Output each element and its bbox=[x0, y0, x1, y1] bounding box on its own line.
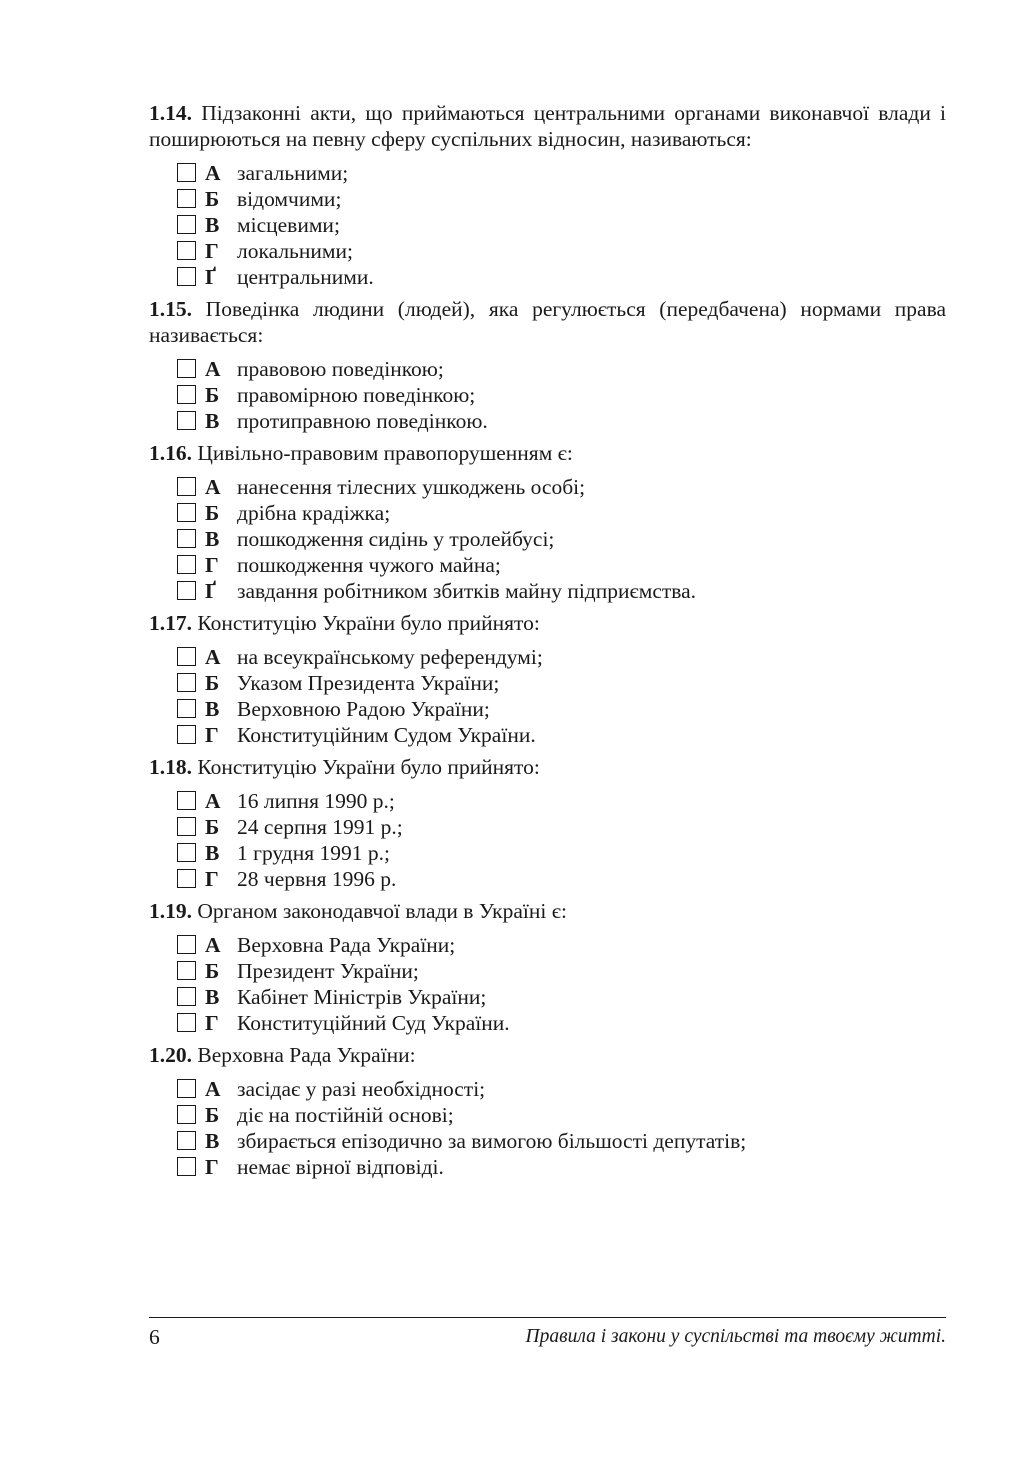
option-text: Кабінет Міністрів України; bbox=[237, 985, 487, 1009]
option-text: Президент України; bbox=[237, 959, 419, 983]
option-text: Конституційний Суд України. bbox=[237, 1011, 510, 1035]
answer-checkbox[interactable] bbox=[177, 163, 196, 182]
answer-option[interactable] bbox=[149, 932, 946, 958]
answer-checkbox[interactable] bbox=[177, 1013, 196, 1032]
option-text: протиправною поведінкою. bbox=[237, 409, 488, 433]
answer-checkbox[interactable] bbox=[177, 843, 196, 862]
option-text: 24 серпня 1991 р.; bbox=[237, 815, 403, 839]
option-letter: Б bbox=[205, 501, 220, 525]
question-stem bbox=[149, 440, 946, 466]
answer-option[interactable] bbox=[149, 644, 946, 670]
answer-checkbox[interactable] bbox=[177, 987, 196, 1006]
option-letter: Г bbox=[205, 239, 219, 263]
answer-checkbox[interactable] bbox=[177, 699, 196, 718]
question-1-18 bbox=[149, 754, 946, 892]
question-stem bbox=[149, 100, 946, 152]
answer-checkbox[interactable] bbox=[177, 529, 196, 548]
option-letter: В bbox=[205, 213, 220, 237]
answer-checkbox[interactable] bbox=[177, 477, 196, 496]
answer-option[interactable] bbox=[149, 670, 946, 696]
question-number: 1.17. bbox=[149, 611, 192, 635]
question-stem bbox=[149, 610, 946, 636]
option-text: загальними; bbox=[237, 161, 349, 185]
option-text: дрібна крадіжка; bbox=[237, 501, 391, 525]
answer-option[interactable] bbox=[149, 958, 946, 984]
option-text: правовою поведінкою; bbox=[237, 357, 444, 381]
option-letter: А bbox=[205, 475, 221, 499]
question-1-15 bbox=[149, 296, 946, 434]
option-text: 16 липня 1990 р.; bbox=[237, 789, 395, 813]
option-text: засідає у разі необхідності; bbox=[237, 1077, 486, 1101]
answer-checkbox[interactable] bbox=[177, 385, 196, 404]
question-number: 1.16. bbox=[149, 441, 192, 465]
answer-checkbox[interactable] bbox=[177, 817, 196, 836]
answer-option[interactable] bbox=[149, 160, 946, 186]
answer-option[interactable] bbox=[149, 1010, 946, 1036]
option-letter: А bbox=[205, 645, 221, 669]
option-text: діє на постійній основі; bbox=[237, 1103, 454, 1127]
option-letter: Ґ bbox=[205, 265, 217, 289]
option-letter: А bbox=[205, 789, 221, 813]
option-letter: В bbox=[205, 841, 220, 865]
option-letter: В bbox=[205, 985, 220, 1009]
option-letter: А bbox=[205, 1077, 221, 1101]
answer-checkbox[interactable] bbox=[177, 725, 196, 744]
answer-option[interactable] bbox=[149, 408, 946, 434]
answer-option[interactable] bbox=[149, 474, 946, 500]
question-number: 1.15. bbox=[149, 297, 192, 321]
answer-checkbox[interactable] bbox=[177, 411, 196, 430]
option-text: Конституційним Судом України. bbox=[237, 723, 536, 747]
answer-option[interactable] bbox=[149, 1128, 946, 1154]
option-letter: Б bbox=[205, 815, 220, 839]
option-text: Указом Президента України; bbox=[237, 671, 500, 695]
answer-options bbox=[149, 788, 946, 892]
answer-checkbox[interactable] bbox=[177, 935, 196, 954]
answer-option[interactable] bbox=[149, 1076, 946, 1102]
option-letter: Б bbox=[205, 959, 220, 983]
option-text: немає вірної відповіді. bbox=[237, 1155, 444, 1179]
question-stem bbox=[149, 1042, 946, 1068]
answer-option[interactable] bbox=[149, 264, 946, 290]
footer-divider bbox=[149, 1317, 946, 1318]
answer-options bbox=[149, 474, 946, 604]
question-number: 1.14. bbox=[149, 101, 192, 125]
option-text: центральними. bbox=[237, 265, 374, 289]
question-text: Підзаконні акти, що приймаються центральними органами виконавчої влади і поширюються на певну сферу суспільних відносин, називаються: bbox=[149, 101, 947, 151]
question-list bbox=[149, 100, 946, 1186]
question-text: Цивільно-правовим правопорушенням є: bbox=[197, 441, 573, 465]
answer-checkbox[interactable] bbox=[177, 1157, 196, 1176]
answer-option[interactable] bbox=[149, 186, 946, 212]
answer-option[interactable] bbox=[149, 984, 946, 1010]
question-number: 1.20. bbox=[149, 1043, 192, 1067]
option-text: правомірною поведінкою; bbox=[237, 383, 476, 407]
answer-options bbox=[149, 1076, 946, 1180]
question-number: 1.18. bbox=[149, 755, 192, 779]
answer-option[interactable] bbox=[149, 238, 946, 264]
option-letter: В bbox=[205, 409, 220, 433]
option-letter: Г bbox=[205, 867, 219, 891]
answer-checkbox[interactable] bbox=[177, 241, 196, 260]
answer-option[interactable] bbox=[149, 722, 946, 748]
answer-options bbox=[149, 932, 946, 1036]
answer-checkbox[interactable] bbox=[177, 359, 196, 378]
question-number: 1.19. bbox=[149, 899, 192, 923]
option-text: 28 червня 1996 р. bbox=[237, 867, 397, 891]
answer-checkbox[interactable] bbox=[177, 1131, 196, 1150]
question-stem bbox=[149, 754, 946, 780]
option-letter: Г bbox=[205, 723, 219, 747]
question-1-14 bbox=[149, 100, 946, 290]
answer-checkbox[interactable] bbox=[177, 581, 196, 600]
option-letter: Б bbox=[205, 1103, 220, 1127]
question-1-20 bbox=[149, 1042, 946, 1180]
option-text: на всеукраїнському референдумі; bbox=[237, 645, 543, 669]
answer-option[interactable] bbox=[149, 578, 946, 604]
answer-checkbox[interactable] bbox=[177, 215, 196, 234]
question-text: Верховна Рада України: bbox=[197, 1043, 416, 1067]
option-letter: Г bbox=[205, 553, 219, 577]
answer-option[interactable] bbox=[149, 814, 946, 840]
option-letter: Б bbox=[205, 383, 220, 407]
answer-checkbox[interactable] bbox=[177, 869, 196, 888]
option-text: пошкодження чужого майна; bbox=[237, 553, 501, 577]
option-letter: Б bbox=[205, 187, 220, 211]
answer-option[interactable] bbox=[149, 212, 946, 238]
question-stem bbox=[149, 898, 946, 924]
answer-checkbox[interactable] bbox=[177, 673, 196, 692]
answer-options bbox=[149, 356, 946, 434]
answer-option[interactable] bbox=[149, 696, 946, 722]
answer-option[interactable] bbox=[149, 500, 946, 526]
option-text: пошкодження сидінь у тролейбусі; bbox=[237, 527, 555, 551]
option-letter: В bbox=[205, 527, 220, 551]
answer-checkbox[interactable] bbox=[177, 1079, 196, 1098]
option-letter: А bbox=[205, 161, 221, 185]
answer-checkbox[interactable] bbox=[177, 503, 196, 522]
answer-option[interactable] bbox=[149, 840, 946, 866]
question-text: Поведінка людини (людей), яка регулюється (передбачена) нормами права називається: bbox=[149, 297, 946, 347]
page-number: 6 bbox=[149, 1325, 160, 1349]
option-letter: Г bbox=[205, 1155, 219, 1179]
option-text: відомчими; bbox=[237, 187, 342, 211]
question-text: Органом законодавчої влади в Україні є: bbox=[197, 899, 567, 923]
question-1-19 bbox=[149, 898, 946, 1036]
option-letter: А bbox=[205, 933, 221, 957]
answer-option[interactable] bbox=[149, 356, 946, 382]
option-text: локальними; bbox=[237, 239, 353, 263]
question-text: Конституцію України було прийнято: bbox=[197, 755, 540, 779]
answer-option[interactable] bbox=[149, 526, 946, 552]
answer-checkbox[interactable] bbox=[177, 791, 196, 810]
option-letter: Б bbox=[205, 671, 220, 695]
option-text: збирається епізодично за вимогою більшості депутатів; bbox=[237, 1129, 747, 1153]
answer-options bbox=[149, 160, 946, 290]
question-1-16 bbox=[149, 440, 946, 604]
running-title: Правила і закони у суспільстві та твоєму житті. bbox=[525, 1326, 946, 1347]
answer-option[interactable] bbox=[149, 1102, 946, 1128]
question-stem bbox=[149, 296, 946, 348]
answer-checkbox[interactable] bbox=[177, 267, 196, 286]
answer-checkbox[interactable] bbox=[177, 189, 196, 208]
option-text: нанесення тілесних ушкоджень особі; bbox=[237, 475, 586, 499]
answer-option[interactable] bbox=[149, 552, 946, 578]
answer-checkbox[interactable] bbox=[177, 1105, 196, 1124]
answer-option[interactable] bbox=[149, 1154, 946, 1180]
option-letter: В bbox=[205, 697, 220, 721]
answer-option[interactable] bbox=[149, 866, 946, 892]
answer-checkbox[interactable] bbox=[177, 555, 196, 574]
option-letter: А bbox=[205, 357, 221, 381]
question-text: Конституцію України було прийнято: bbox=[197, 611, 540, 635]
option-text: завдання робітником збитків майну підприємства. bbox=[237, 579, 697, 603]
option-text: 1 грудня 1991 р.; bbox=[237, 841, 390, 865]
option-text: Верховна Рада України; bbox=[237, 933, 456, 957]
answer-checkbox[interactable] bbox=[177, 961, 196, 980]
option-letter: Ґ bbox=[205, 579, 217, 603]
question-1-17 bbox=[149, 610, 946, 748]
answer-option[interactable] bbox=[149, 382, 946, 408]
answer-checkbox[interactable] bbox=[177, 647, 196, 666]
option-text: Верховною Радою України; bbox=[237, 697, 490, 721]
answer-options bbox=[149, 644, 946, 748]
option-text: місцевими; bbox=[237, 213, 340, 237]
option-letter: В bbox=[205, 1129, 220, 1153]
answer-option[interactable] bbox=[149, 788, 946, 814]
option-letter: Г bbox=[205, 1011, 219, 1035]
